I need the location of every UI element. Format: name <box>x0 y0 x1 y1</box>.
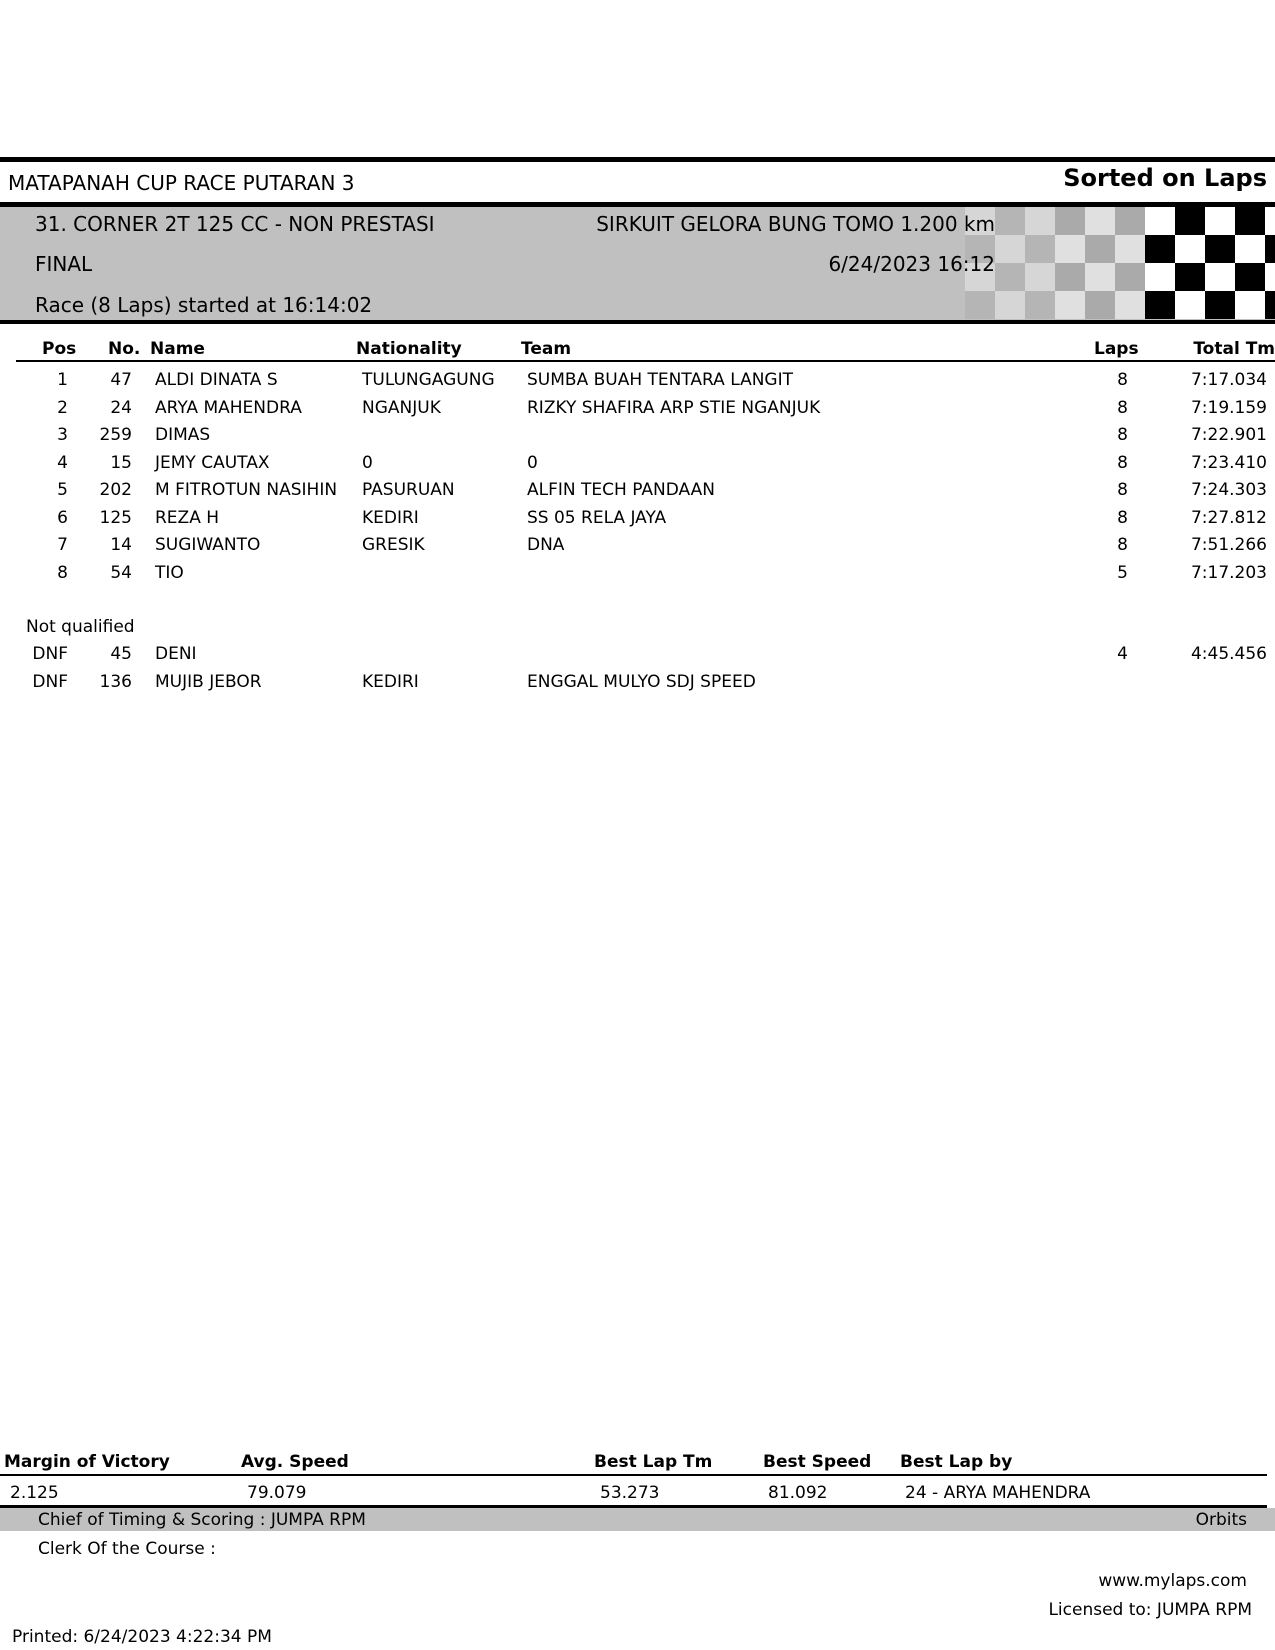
website-link[interactable]: www.mylaps.com <box>1098 1571 1247 1591</box>
column-header-rule <box>16 360 1275 362</box>
col-header-no: No. <box>108 339 141 359</box>
cell-total-time: 7:19.159 <box>1190 397 1267 418</box>
cell-nationality: KEDIRI <box>362 507 419 528</box>
col-header-nationality: Nationality <box>356 339 462 359</box>
cell-pos: 7 <box>57 535 68 555</box>
orbits-label: Orbits <box>1195 1510 1247 1530</box>
chief-of-timing: Chief of Timing & Scoring : JUMPA RPM <box>38 1510 366 1530</box>
margin-label: Margin of Victory <box>4 1452 170 1472</box>
cell-number: 14 <box>110 535 132 555</box>
table-row <box>0 370 1275 397</box>
top-rule <box>0 157 1275 162</box>
cell-nationality: PASURUAN <box>362 480 455 500</box>
cell-pos: DNF <box>32 644 68 664</box>
cell-number: 125 <box>99 507 132 528</box>
race-info: Race (8 Laps) started at 16:14:02 <box>35 293 373 317</box>
cell-total-time: 4:45.456 <box>1190 644 1267 664</box>
cell-total-time: 7:23.410 <box>1190 452 1267 473</box>
cell-pos: 5 <box>57 480 68 500</box>
cell-total-time: 7:17.203 <box>1190 562 1267 583</box>
cell-pos: 4 <box>57 452 68 473</box>
cell-name: SUGIWANTO <box>155 535 261 555</box>
table-row <box>0 398 1275 425</box>
class-name: 31. CORNER 2T 125 CC - NON PRESTASI <box>35 212 435 236</box>
cell-laps: 8 <box>1117 535 1128 555</box>
cell-name: REZA H <box>155 507 220 528</box>
printed-timestamp: Printed: 6/24/2023 4:22:34 PM <box>12 1627 272 1647</box>
cell-number: 136 <box>99 671 132 692</box>
table-row <box>0 535 1275 562</box>
best-speed-value: 81.092 <box>768 1483 828 1503</box>
cell-number: 259 <box>99 425 132 445</box>
cell-team: RIZKY SHAFIRA ARP STIE NGANJUK <box>527 397 821 418</box>
cell-name: M FITROTUN NASIHIN <box>155 480 338 500</box>
col-header-name: Name <box>150 339 205 359</box>
cell-laps: 8 <box>1117 425 1128 445</box>
cell-name: DENI <box>155 644 197 664</box>
cell-number: 24 <box>110 397 132 418</box>
summary-rule <box>0 1474 1267 1476</box>
clerk-of-course: Clerk Of the Course : <box>38 1539 216 1559</box>
cell-name: MUJIB JEBOR <box>155 671 262 692</box>
best-lap-tm-value: 53.273 <box>600 1483 660 1503</box>
cell-number: 202 <box>99 480 132 500</box>
cell-pos: 1 <box>57 370 68 390</box>
cell-number: 47 <box>110 370 132 390</box>
cell-total-time: 7:22.901 <box>1190 425 1267 445</box>
sort-label: Sorted on Laps <box>1063 164 1267 192</box>
table-row <box>0 453 1275 480</box>
table-row <box>0 480 1275 507</box>
best-lap-by-value: 24 - ARYA MAHENDRA <box>905 1483 1091 1503</box>
cell-team: SUMBA BUAH TENTARA LANGIT <box>527 370 793 390</box>
cell-name: TIO <box>155 562 184 583</box>
cell-number: 45 <box>110 644 132 664</box>
cell-name: DIMAS <box>155 425 211 445</box>
circuit-name: SIRKUIT GELORA BUNG TOMO 1.200 km <box>596 212 995 236</box>
cell-total-time: 7:51.266 <box>1190 535 1267 555</box>
best-speed-label: Best Speed <box>763 1452 872 1472</box>
col-header-laps: Laps <box>1094 339 1139 359</box>
cell-nationality: NGANJUK <box>362 397 441 418</box>
cell-laps: 5 <box>1117 562 1128 583</box>
cell-total-time: 7:24.303 <box>1190 480 1267 500</box>
cell-laps: 4 <box>1117 644 1128 664</box>
table-row <box>0 508 1275 535</box>
col-header-pos: Pos <box>42 339 77 359</box>
cell-total-time: 7:17.034 <box>1190 370 1267 390</box>
cell-name: ALDI DINATA S <box>155 370 278 390</box>
cell-laps: 8 <box>1117 370 1128 390</box>
cell-total-time: 7:27.812 <box>1190 507 1267 528</box>
table-row <box>0 563 1275 590</box>
avg-speed-label: Avg. Speed <box>241 1452 349 1472</box>
cell-laps: 8 <box>1117 452 1128 473</box>
cell-nationality: 0 <box>362 452 373 473</box>
cell-team: DNA <box>527 535 565 555</box>
cell-team: ALFIN TECH PANDAAN <box>527 480 715 500</box>
cell-pos: DNF <box>32 671 68 692</box>
cell-name: JEMY CAUTAX <box>155 452 270 473</box>
table-row <box>0 425 1275 452</box>
session-name: FINAL <box>35 252 93 276</box>
cell-nationality: GRESIK <box>362 535 425 555</box>
cell-laps: 8 <box>1117 480 1128 500</box>
cell-number: 54 <box>110 562 132 583</box>
best-lap-by-label: Best Lap by <box>900 1452 1013 1472</box>
band-bottom-rule <box>0 320 1275 324</box>
cell-team: ENGGAL MULYO SDJ SPEED <box>527 671 756 692</box>
not-qualified-label: Not qualified <box>26 617 135 637</box>
cell-pos: 2 <box>57 397 68 418</box>
license-text: Licensed to: JUMPA RPM <box>1048 1600 1252 1620</box>
cell-name: ARYA MAHENDRA <box>155 397 302 418</box>
avg-speed-value: 79.079 <box>247 1483 307 1503</box>
cell-number: 15 <box>110 452 132 473</box>
cell-pos: 6 <box>57 507 68 528</box>
cell-nationality: KEDIRI <box>362 671 419 692</box>
table-row <box>0 644 1275 671</box>
table-row <box>0 672 1275 699</box>
best-lap-tm-label: Best Lap Tm <box>594 1452 713 1472</box>
col-header-total: Total Tm <box>1193 339 1275 359</box>
cell-team: SS 05 RELA JAYA <box>527 507 667 528</box>
cell-laps: 8 <box>1117 507 1128 528</box>
cell-pos: 8 <box>57 562 68 583</box>
event-title: MATAPANAH CUP RACE PUTARAN 3 <box>8 171 355 195</box>
col-header-team: Team <box>521 339 572 359</box>
cell-pos: 3 <box>57 425 68 445</box>
cell-laps: 8 <box>1117 397 1128 418</box>
cell-team: 0 <box>527 452 538 473</box>
session-datetime: 6/24/2023 16:12 <box>828 252 995 276</box>
cell-nationality: TULUNGAGUNG <box>362 370 495 390</box>
margin-value: 2.125 <box>10 1483 59 1503</box>
